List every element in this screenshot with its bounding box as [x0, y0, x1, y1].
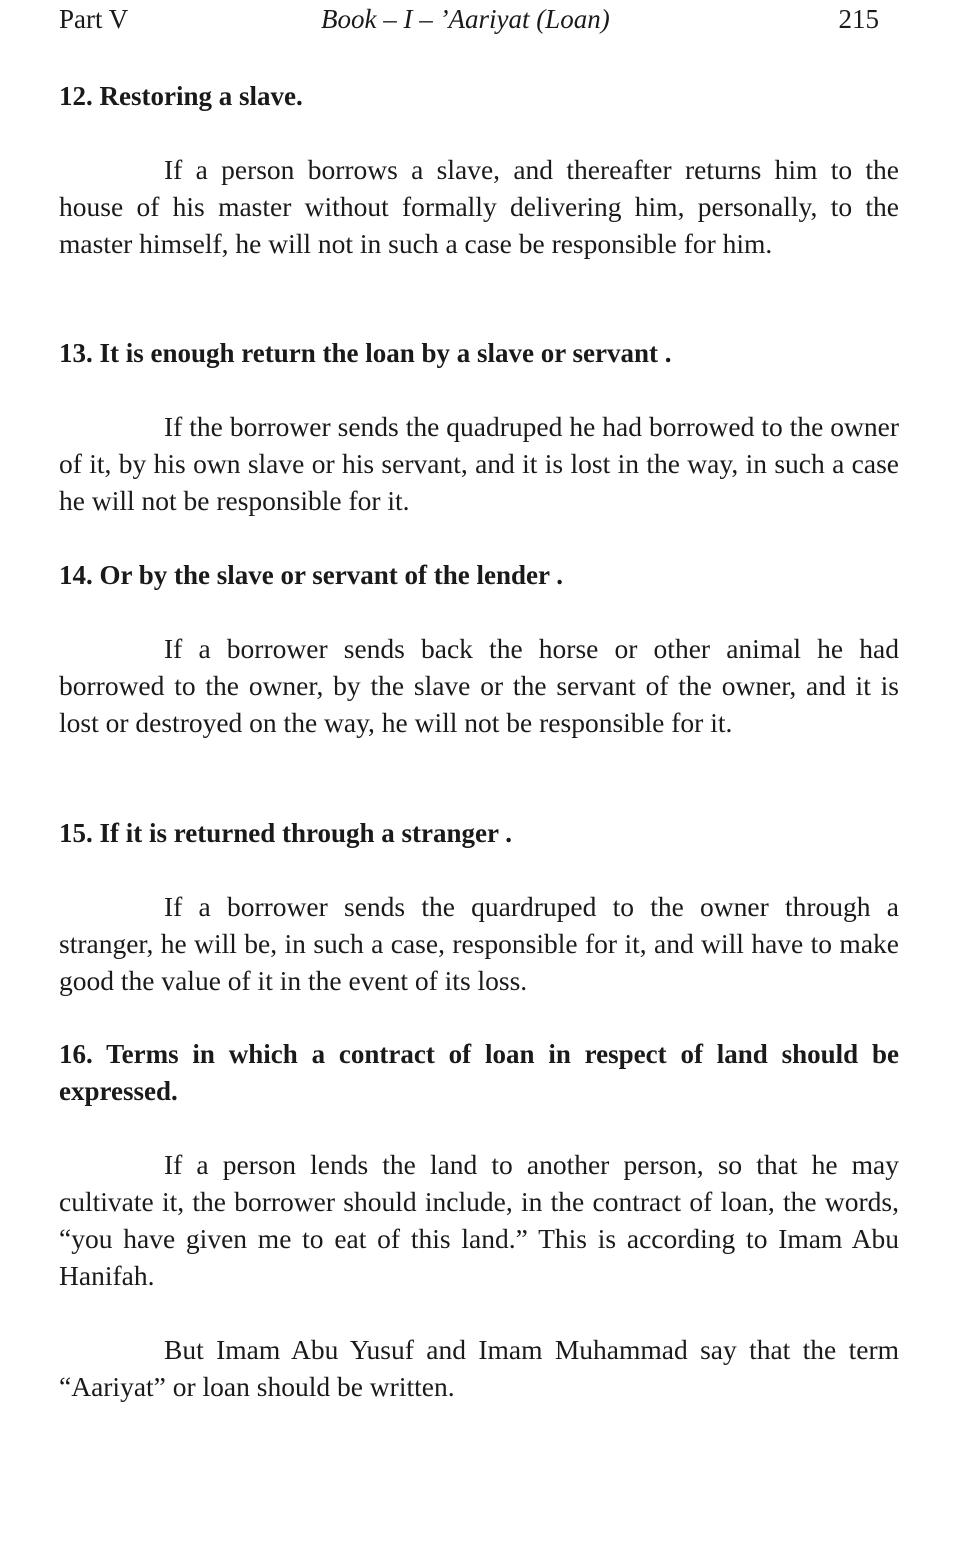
- book-page: [59, 0, 899, 1402]
- section-14: [59, 557, 899, 741]
- section-heading: 14. Or by the slave or servant of the lender .: [59, 560, 563, 590]
- section-paragraph: If a borrower sends the quardruped to the owner through a stranger, he will be, in such a case, responsible for it, and will have to make good the value of it in the event of its loss.: [59, 891, 899, 996]
- part-label: Part V: [59, 4, 129, 34]
- section-heading: 15. If it is returned through a stranger .: [59, 818, 513, 848]
- section-13: [59, 335, 899, 519]
- section-paragraph: If a borrower sends back the horse or other animal he had borrowed to the owner, by the slave or the servant of the owner, and it is lost or destroyed on the way, he will not be responsible for it.: [59, 633, 899, 738]
- book-title: Book – I – ’Aariyat (Loan): [321, 4, 610, 34]
- section-paragraph: If the borrower sends the quadruped he had borrowed to the owner of it, by his own slave or his servant, and it is lost in the way, in such a case he will not be responsible for it.: [59, 411, 899, 516]
- section-12: [59, 78, 899, 262]
- section-heading: 13. It is enough return the loan by a slave or servant .: [59, 338, 672, 368]
- section-heading: 16. Terms in which a contract of loan in respect of land should be expressed.: [59, 1039, 899, 1106]
- section-heading: 12. Restoring a slave.: [59, 81, 303, 111]
- section-15: [59, 815, 899, 999]
- page-number: 215: [838, 4, 879, 34]
- section-paragraph: But Imam Abu Yusuf and Imam Muhammad say that the term “Aariyat” or loan should be written.: [59, 1334, 899, 1402]
- running-header: [59, 0, 899, 60]
- section-paragraph: If a person borrows a slave, and thereafter returns him to the house of his master without formally delivering him, personally, to the master himself, he will not in such a case be responsible for him.: [59, 154, 899, 259]
- section-paragraph: If a person lends the land to another person, so that he may cultivate it, the borrower should include, in the contract of loan, the words, “you have given me to eat of this land.” This is according to Imam Abu Hanifah.: [59, 1149, 899, 1291]
- section-16: [59, 1036, 899, 1405]
